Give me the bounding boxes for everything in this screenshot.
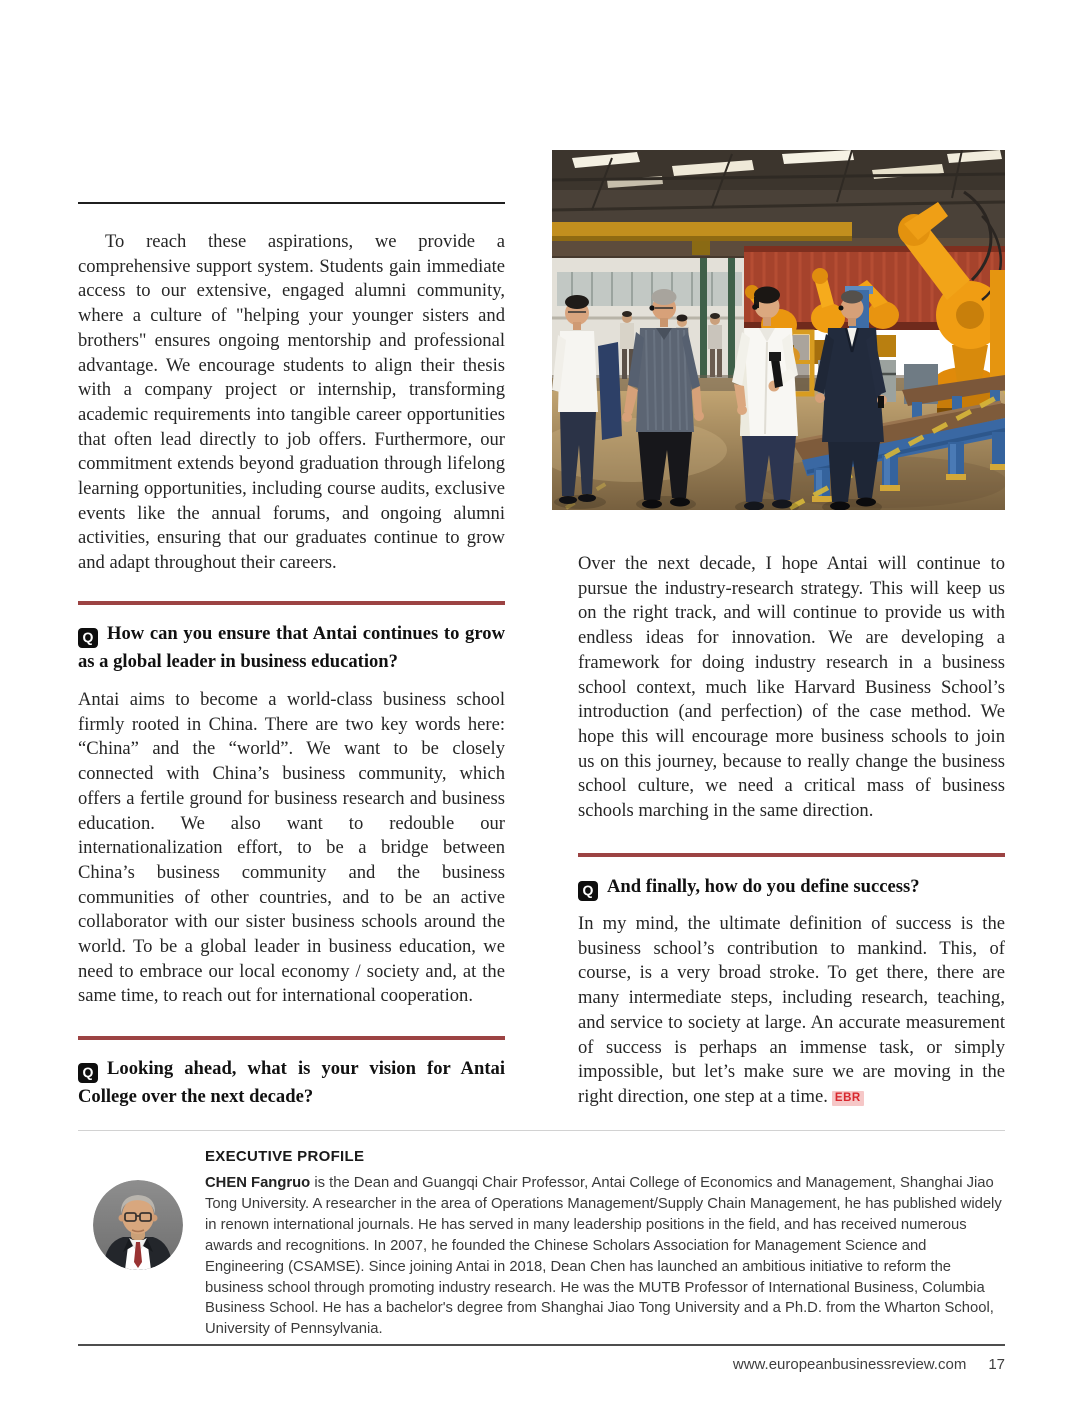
chen-fangruo-avatar [93, 1180, 183, 1270]
answer-2: Over the next decade, I hope Antai will continue to pursue the industry-research strategy. This will keep us on the right track, and will continue to provide us with endless ideas for innovation. We are developing a framework for doing industry research in a business school context, much like Harvard Business School’s introduction (and perfection) of the case method. We hope this will encourage more business schools to join us on this journey, because to really change the business school culture, we need a critical mass of business schools marching in the same direction. [578, 553, 1005, 822]
question-2-text: Looking ahead, what is your vision for Antai College over the next decade? [78, 1058, 505, 1107]
answer-3 [578, 912, 1005, 1110]
ebr-endmark-icon: EBR [832, 1091, 864, 1107]
section-rule-1 [78, 601, 505, 605]
executive-profile-bio [205, 1173, 1004, 1340]
question-3 [578, 873, 1005, 901]
answer-1: Antai aims to become a world-class business school firmly rooted in China. There are two key words here: “China” and the “world”. We want to be closely connected with China’s business community, which offers a fertile ground for business research and business education. We also want to redouble our internationalization effort, to be a bridge between China’s business community and the business communities of other countries, and to be an active collaborator with our sister business schools around the world. To be a global leader in business education, we need to embrace our local economy / society and, at the same time, to reach out for international cooperation. [78, 689, 505, 1007]
question-marker-icon: Q [78, 628, 98, 648]
question-marker-icon: Q [78, 1063, 98, 1083]
question-2 [78, 1055, 505, 1110]
factory-tour-photo [552, 150, 1005, 510]
profile-divider [78, 1130, 1005, 1131]
question-1-text: How can you ensure that Antai continues to grow as a global leader in business education? [78, 623, 505, 672]
profile-name: CHEN Fangruo [205, 1175, 311, 1191]
footer-url: www.europeanbusinessreview.com [732, 1356, 967, 1373]
question-3-text: And finally, how do you define success? [607, 876, 920, 897]
answer-3-text: In my mind, the ultimate definition of success is the business school’s contribution to mankind. This, of course, is a very broad stroke. To get there, there are many intermediate steps, including research, teaching, and service to society at large. An accurate measurement of success is perhaps an immense task, or simply impossible, but let’s make sure we are moving in the right direction, one step at a time. [578, 913, 1005, 1107]
top-rule [78, 202, 505, 204]
intro-paragraph: To reach these aspirations, we provide a comprehensive support system. Students gain immediate access to our extensive, engaged alumni community, where a culture of "helping your younger sisters and brothers" ensures ongoing mentorship and professional advantage. We encourage students to align their thesis with a company project or internship, transforming academic requirements into tangible career opportunities that often lead directly to job offers. Furthermore, our commitment extends beyond graduation through lifelong learning opportunities, including course audits, exclusive events like the annual forums, and ongoing alumni activities, ensuring that our graduates continue to grow and adapt throughout their careers. [78, 231, 505, 574]
question-1 [78, 620, 505, 675]
executive-profile-heading: EXECUTIVE PROFILE [205, 1148, 365, 1165]
footer-rule [78, 1344, 1005, 1346]
section-rule-2 [78, 1036, 505, 1040]
section-rule-3 [578, 853, 1005, 857]
footer [78, 1356, 1005, 1373]
footer-page-number: 17 [988, 1356, 1005, 1373]
profile-bio-text: is the Dean and Guangqi Chair Professor, Antai College of Economics and Management, Shanghai Jiao Tong University. A researcher in the area of Operations Management/Supply Chain Management, he has published widely in renown international journals. He has served in many leadership positions in the field, and has received numerous awards and recognitions. In 2007, he founded the Chinese Scholars Association for Management Science and Engineering (CSAMSE). Since joining Antai in 2018, Dean Chen has launched an ambitious initiative to reform the business school through promoting industry research. He was the MUTB Professor of International Business, Columbia Business School. He has a bachelor's degree from Shanghai Jiao Tong University and a Ph.D. from the Wharton School, University of Pennsylvania. [205, 1175, 1002, 1338]
question-marker-icon: Q [578, 881, 598, 901]
